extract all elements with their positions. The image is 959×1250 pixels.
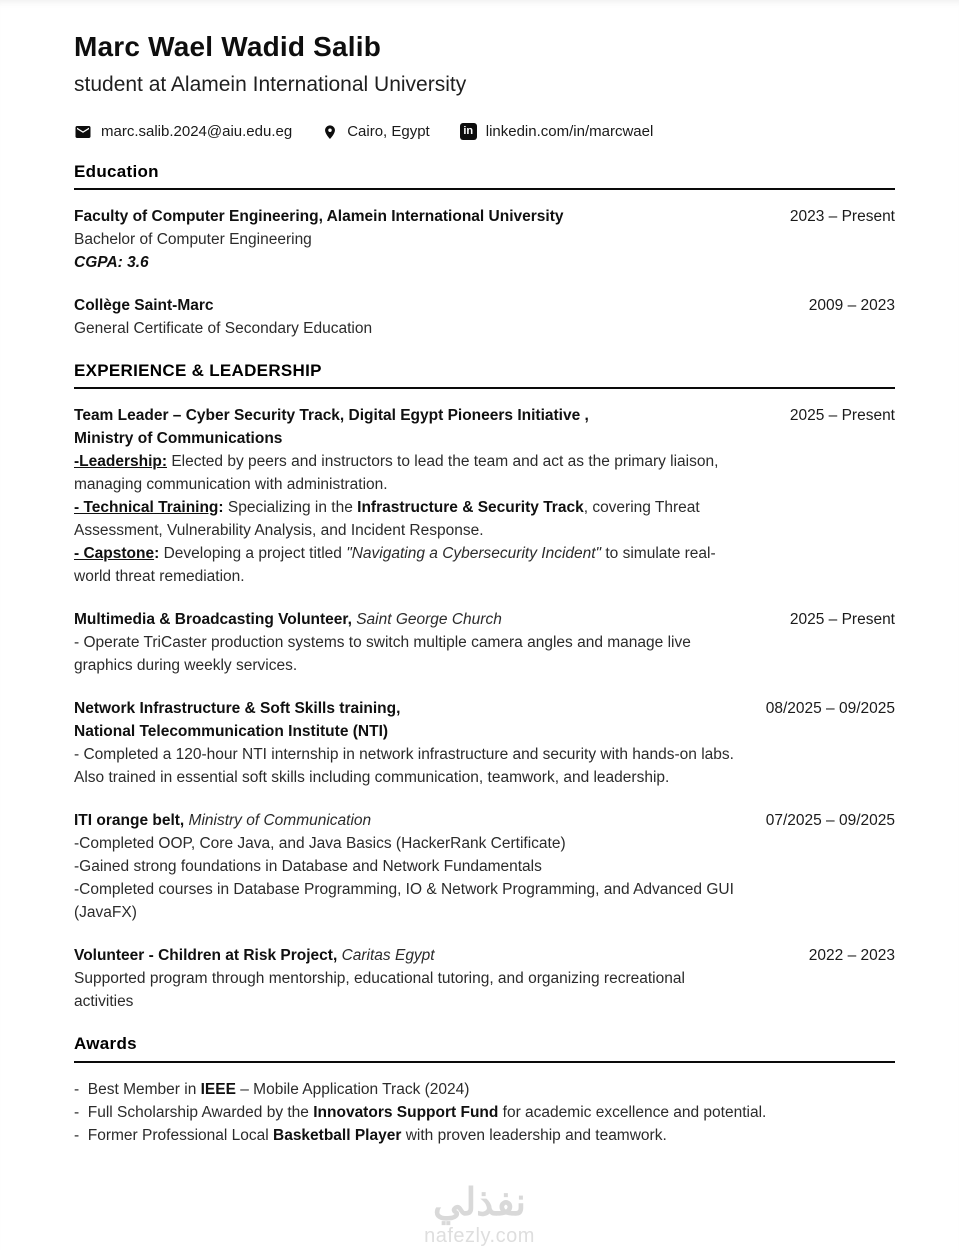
contact-row: [74, 123, 895, 141]
text-run: - Best Member in: [74, 1080, 201, 1098]
text-run: - Former Professional Local: [74, 1126, 273, 1144]
text-run: Caritas Egypt: [337, 947, 435, 965]
entry-line: [74, 631, 736, 677]
resume-entry: [74, 205, 895, 274]
entry-line: [74, 855, 736, 878]
watermark-logo: نفذلي: [432, 1182, 526, 1224]
entry-main: [74, 205, 736, 274]
entry-date: 2022 – 2023: [808, 947, 895, 965]
resume-body: [74, 161, 895, 1147]
text-run: ITI orange belt,: [74, 812, 185, 830]
text-run: National Telecommunication Institute (NTI): [74, 723, 389, 741]
text-run: -Completed OOP, Core Java, and Java Basics (HackerRank Certificate): [74, 835, 566, 853]
contact-location: [322, 123, 430, 141]
section-entries: [74, 389, 895, 1013]
resume-header: [74, 30, 895, 141]
entry-line: [74, 251, 736, 274]
entry-main: [74, 294, 736, 340]
section-entries: [74, 1063, 895, 1147]
text-run: Bachelor of Computer Engineering: [74, 231, 312, 249]
text-run: Multimedia & Broadcasting Volunteer,: [74, 611, 352, 629]
entry-date: 2025 – Present: [789, 407, 895, 425]
entry-line: [74, 1101, 895, 1124]
entry-date: 2009 – 2023: [808, 297, 895, 315]
entry-title: [74, 294, 736, 317]
resume-entry: [74, 697, 895, 789]
section-title: Awards: [74, 1033, 895, 1062]
entry-main: [74, 608, 736, 677]
entry-date: 08/2025 – 09/2025: [765, 700, 895, 718]
email-icon: [74, 123, 92, 141]
linkedin-icon: in: [460, 123, 477, 140]
text-run: - Operate TriCaster production systems to switch multiple camera angles and manage live graphics during weekly services.: [74, 634, 696, 675]
entry-line: [74, 317, 736, 340]
entry-line: [74, 1078, 895, 1101]
text-run: IEEE: [200, 1080, 236, 1098]
section-experience-leadership: [74, 360, 895, 1013]
section-title: EXPERIENCE & LEADERSHIP: [74, 360, 895, 389]
resume-entry: [74, 294, 895, 340]
candidate-name: Marc Wael Wadid Salib: [74, 31, 382, 62]
text-run: "Navigating a Cybersecurity Incident": [346, 545, 602, 563]
entry-title: [74, 809, 736, 832]
entry-date: 2025 – Present: [789, 611, 895, 629]
text-run: Collège Saint-Marc: [74, 297, 214, 315]
text-run: Basketball Player: [273, 1126, 402, 1144]
text-run: Developing a project titled: [159, 545, 347, 563]
entry-title: [74, 404, 736, 450]
section-awards: [74, 1033, 895, 1146]
entry-title: [74, 944, 736, 967]
entry-main: [74, 809, 739, 924]
resume-entry: [74, 608, 895, 677]
entry-line: [74, 967, 736, 1013]
text-run: Ministry of Communication: [184, 812, 372, 830]
section-entries: [74, 190, 895, 340]
text-run: - Completed a 120-hour NTI internship in network infrastructure and security with hands-on labs. Also trained in essential soft skills including communication, teamwork, and leadership.: [74, 746, 738, 787]
text-run: Team Leader – Cyber Security Track, Digital Egypt Pioneers Initiative ,: [74, 407, 589, 425]
contact-email-text: marc.salib.2024@aiu.edu.eg: [101, 123, 293, 141]
section-title: Education: [74, 161, 895, 190]
entry-line: [74, 496, 736, 542]
contact-linkedin: [460, 123, 654, 140]
text-run: – Mobile Application Track (2024): [235, 1080, 470, 1098]
contact-linkedin-text: linkedin.com/in/marcwael: [485, 123, 654, 141]
text-run: - Full Scholarship Awarded by the: [74, 1103, 314, 1121]
watermark: [424, 1183, 535, 1247]
text-run: , covering Threat Assessment, Vulnerability Analysis, and Incident Response.: [74, 499, 704, 540]
text-run: Volunteer - Children at Risk Project,: [74, 947, 338, 965]
text-run: Elected by peers and instructors to lead the team and act as the primary liaison, managing communication with administration.: [74, 453, 723, 494]
resume-entry: [74, 1078, 895, 1147]
text-run: Faculty of Computer Engineering, Alamein International University: [74, 208, 564, 226]
entry-main: [74, 944, 736, 1013]
text-run: - Technical Training: [74, 499, 219, 517]
location-pin-icon: [322, 123, 338, 141]
text-run: Network Infrastructure & Soft Skills training,: [74, 700, 401, 718]
text-run: Supported program through mentorship, educational tutoring, and organizing recreational activities: [74, 970, 690, 1011]
entry-line: [74, 832, 736, 855]
resume-entry: [74, 944, 895, 1013]
resume-entry: [74, 809, 895, 924]
text-run: -Completed courses in Database Programming, IO & Network Programming, and Advanced GUI (JavaFX): [74, 881, 739, 922]
text-run: Infrastructure & Security Track: [357, 499, 584, 517]
entry-line: [74, 450, 736, 496]
text-run: :: [218, 499, 224, 517]
entry-line: [74, 542, 736, 588]
text-run: to simulate real-world threat remediation.: [74, 545, 716, 586]
text-run: -Gained strong foundations in Database and Network Fundamentals: [74, 858, 542, 876]
resume-entry: [74, 404, 895, 588]
section-education: [74, 161, 895, 340]
entry-title: [74, 205, 736, 228]
text-run: - Capstone: [74, 545, 155, 563]
text-run: Saint George Church: [351, 611, 502, 629]
watermark-domain: nafezly.com: [424, 1224, 535, 1247]
text-run: for academic excellence and potential.: [498, 1103, 767, 1121]
contact-location-text: Cairo, Egypt: [347, 123, 430, 141]
text-run: -Leadership:: [74, 453, 168, 471]
entry-main: [74, 404, 736, 588]
text-run: CGPA: 3.6: [74, 254, 149, 272]
candidate-title: student at Alamein International University: [74, 72, 467, 96]
entry-date: 2023 – Present: [789, 208, 895, 226]
entry-line: [74, 878, 739, 924]
entry-line: [74, 228, 736, 251]
text-run: General Certificate of Secondary Education: [74, 320, 373, 338]
entry-title: [74, 608, 736, 631]
entry-main: [74, 697, 736, 789]
text-run: Ministry of Communications: [74, 430, 283, 448]
entry-date: 07/2025 – 09/2025: [765, 812, 895, 830]
entry-main: [74, 1078, 895, 1147]
contact-email: [74, 123, 292, 141]
text-run: Innovators Support Fund: [313, 1103, 499, 1121]
entry-line: [74, 1124, 895, 1147]
text-run: with proven leadership and teamwork.: [401, 1126, 667, 1144]
text-run: :: [154, 545, 160, 563]
entry-title: [74, 697, 736, 743]
entry-line: [74, 743, 736, 789]
text-run: Specializing in the: [223, 499, 358, 517]
